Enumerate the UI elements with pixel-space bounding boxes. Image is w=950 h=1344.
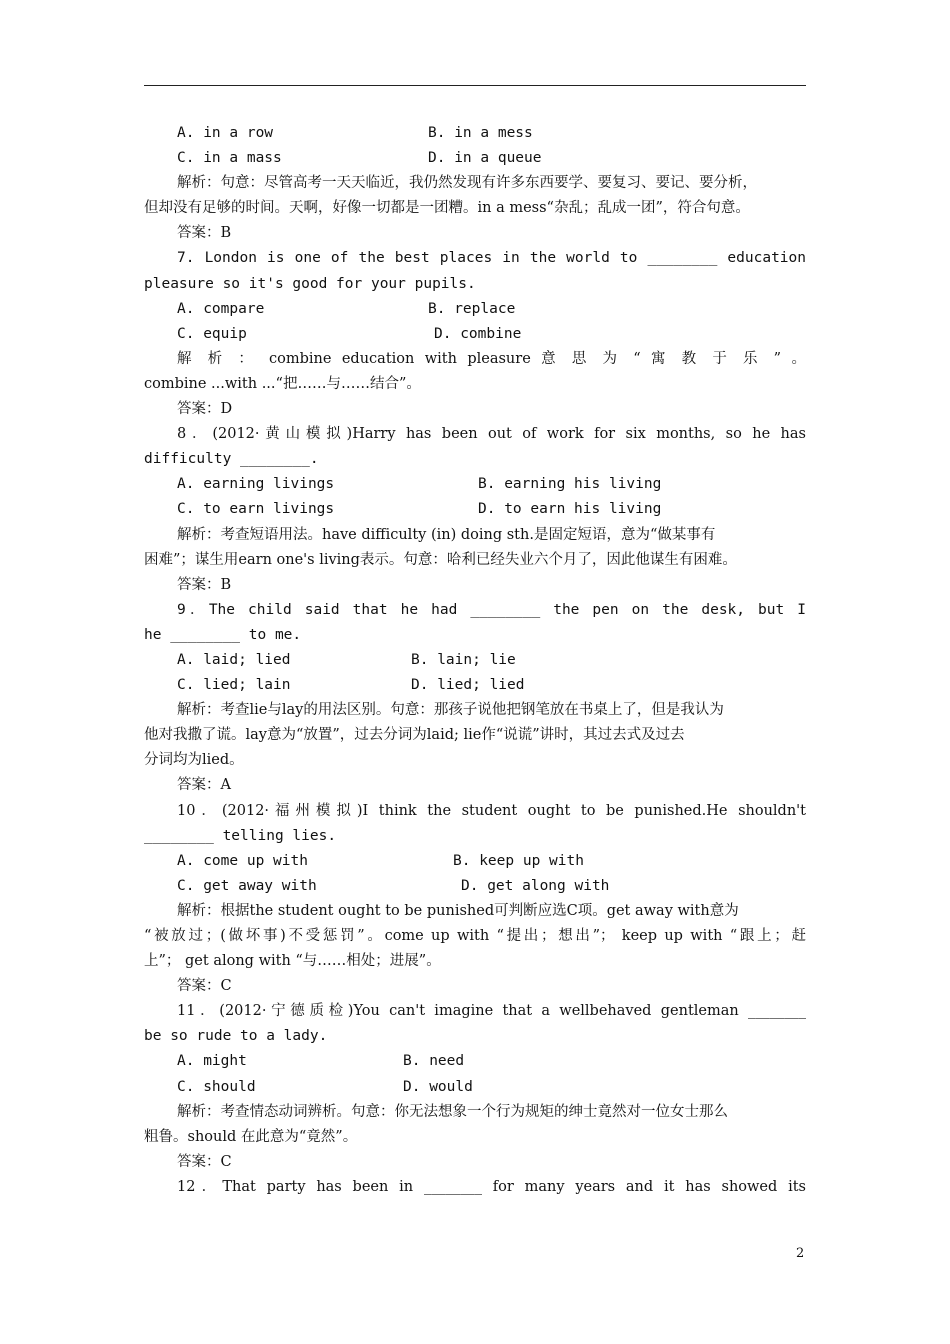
question-stem: 7. London is one of the best places in the world to ________ education xyxy=(177,250,806,267)
option-b: B. replace xyxy=(428,300,516,317)
document-body xyxy=(144,121,806,1200)
option-d: D. to earn his living xyxy=(478,501,662,518)
options-row xyxy=(144,849,806,874)
option-a: A. compare xyxy=(177,300,265,317)
explanation-line: 困难”；谋生用earn one's living表示。句意：哈利已经失业六个月了，因此他谋生有困难。 xyxy=(144,551,737,568)
options-row xyxy=(144,1049,806,1074)
explanation-line: “被放过；(做坏事)不受惩罚”。come up with “提出；想出”； keep up with “跟上；赶 xyxy=(144,928,806,944)
question-stem: 12．That party has been in ________ for many years and it has showed its xyxy=(177,1178,806,1195)
header-rule xyxy=(144,85,806,86)
option-c: C. should xyxy=(177,1078,256,1095)
question-stem: pleasure so it's good for your pupils. xyxy=(144,275,476,292)
question-stem: 11．(2012·宁德质检)You can't imagine that a wellbehaved gentleman ________ xyxy=(177,1003,806,1020)
option-c: C. equip xyxy=(177,325,247,342)
answer: 答案：C xyxy=(177,1153,232,1170)
option-c: C. lied; lain xyxy=(177,677,291,694)
explanation-line: 他对我撒了谎。lay意为“放置”，过去分词为laid; lie作“说谎”讲时，其过去式及过去 xyxy=(144,727,685,744)
options-row xyxy=(144,1075,806,1100)
option-c: C. get away with xyxy=(177,877,317,894)
question-stem: 10．(2012·福州模拟)I think the student ought to be punished.He shouldn't xyxy=(177,802,806,819)
answer: 答案：B xyxy=(177,576,232,593)
explanation-line: 解析：考查lie与lay的用法区别。句意：那孩子说他把钢笔放在书桌上了，但是我认为 xyxy=(177,702,724,719)
page-number: 2 xyxy=(796,1246,805,1261)
options-row xyxy=(144,497,806,522)
explanation-line: 分词均为lied。 xyxy=(144,752,244,769)
option-a: A. in a row xyxy=(177,125,274,141)
explanation-line: 解 析 ： combine education with pleasure 意 思 为 “ 寓 教 于 乐 ” 。 xyxy=(177,350,806,367)
options-row xyxy=(144,297,806,322)
option-d: D. in a queue xyxy=(428,150,542,167)
option-b: B. need xyxy=(403,1053,465,1070)
answer: 答案：A xyxy=(177,777,231,794)
explanation-line: 粗鲁。should 在此意为“竟然”。 xyxy=(144,1128,358,1145)
question-stem: he ________ to me. xyxy=(144,626,302,643)
option-a: A. might xyxy=(177,1053,247,1070)
options-row xyxy=(144,322,806,347)
question-stem: 9．The child said that he had ________ the pen on the desk, but I xyxy=(177,601,806,618)
option-b: B. in a mess xyxy=(428,125,533,141)
option-b: B. lain; lie xyxy=(411,651,516,668)
options-row xyxy=(144,874,806,899)
explanation-line: combine ...with ...“把……与……结合”。 xyxy=(144,375,421,392)
option-b: B. keep up with xyxy=(453,852,584,869)
explanation-line: 解析：句意：尽管高考一天天临近，我仍然发现有许多东西要学、要复习、要记、要分析， xyxy=(177,175,757,192)
explanation-line: 解析：考查短语用法。have difficulty (in) doing sth.是固定短语，意为“做某事有 xyxy=(177,526,716,543)
option-d: D. would xyxy=(403,1078,473,1095)
answer: 答案：D xyxy=(177,401,233,418)
question-stem: 8．(2012·黄山模拟)Harry has been out of work for six months, so he has xyxy=(177,426,806,443)
options-row xyxy=(144,121,806,146)
options-row xyxy=(144,673,806,698)
question-stem: difficulty ________. xyxy=(144,451,319,468)
option-d: D. combine xyxy=(434,325,522,342)
option-a: A. laid; lied xyxy=(177,651,291,668)
option-d: D. lied; lied xyxy=(411,677,525,694)
explanation-line: 解析：考查情态动词辨析。句意：你无法想象一个行为规矩的绅士竟然对一位女士那么 xyxy=(177,1103,728,1120)
option-d: D. get along with xyxy=(461,877,610,894)
option-a: A. come up with xyxy=(177,852,308,869)
explanation-line: 但却没有足够的时间。天啊，好像一切都是一团糟。in a mess“杂乱；乱成一团”，符合句意。 xyxy=(144,200,750,217)
option-c: C. in a mass xyxy=(177,150,282,167)
question-stem: ________ telling lies. xyxy=(144,827,337,844)
question-stem: be so rude to a lady. xyxy=(144,1028,328,1045)
options-row xyxy=(144,472,806,497)
options-row xyxy=(144,146,806,171)
options-row xyxy=(144,648,806,673)
explanation-line: 解析：根据the student ought to be punished可判断应选C项。get away with意为 xyxy=(177,902,739,919)
option-b: B. earning his living xyxy=(478,476,662,493)
answer: 答案：C xyxy=(177,978,232,995)
option-c: C. to earn livings xyxy=(177,501,335,518)
option-a: A. earning livings xyxy=(177,476,335,493)
answer: 答案：B xyxy=(177,225,232,242)
explanation-line: 上”； get along with “与……相处；进展”。 xyxy=(144,953,441,970)
